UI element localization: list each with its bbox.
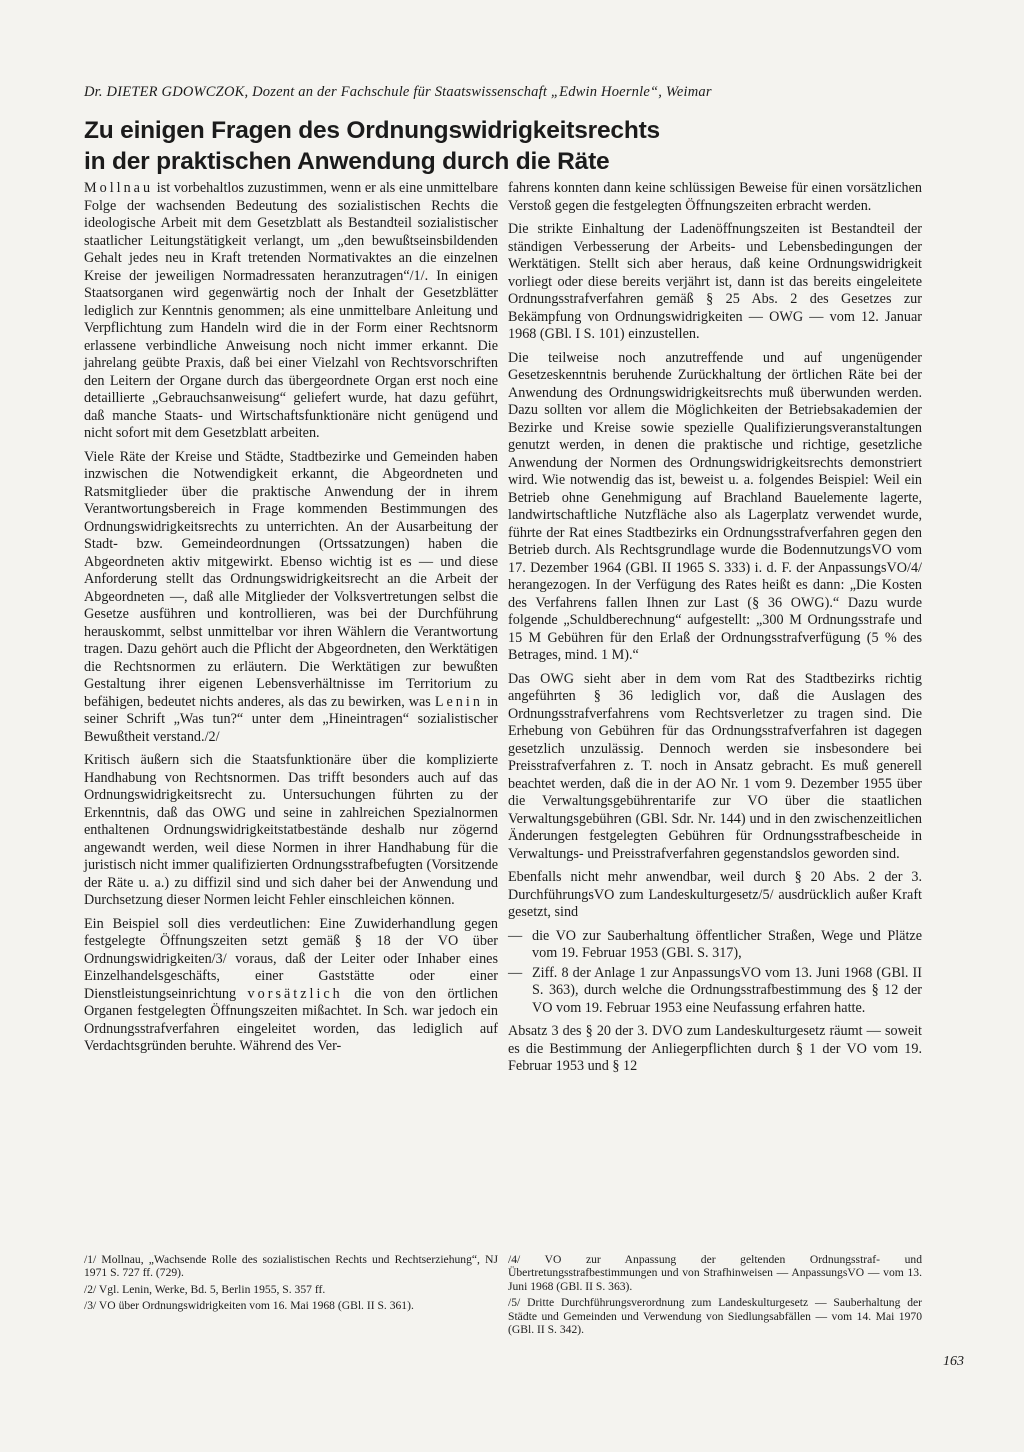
paragraph: [84, 916, 498, 1056]
paragraph: Kritisch äußern sich die Staatsfunktionäre über die komplizierte Handhabung von Rechtsnormen. Das trifft besonders auch auf das Ordnungswidrigkeitsrecht zu. Untersuchungen führten zu der Erkenntnis, daß das OWG und seine in zahlreichen Spezialnormen enthaltenen Ordnungswidrigkeitstatbestände deshalb nur zögernd angewandt werden, weil diese Normen in ihrer Handhabung für die juristisch nicht immer qualifizierten Ordnungsstrafbefugten (Vorsitzende der Räte u. a.) zu diffizil sind und sich daher bei der Anwendung und Durchsetzung dieser Normen leicht Fehler einschleichen können.: [84, 752, 498, 908]
paragraph: Ebenfalls nicht mehr anwendbar, weil durch § 20 Abs. 2 der 3. DurchführungsVO zum Landeskulturgesetz/5/ ausdrücklich außer Kraft gesetzt, sind: [508, 869, 922, 920]
paragraph-text: die von den örtlichen Organen festgelegten Öffnungszeiten mißachtet. In Sch. war jedoch ein Ordnungsstrafverfahren eingeleitet worden, das lediglich auf Verdachtsgründen beruhte. Während des Ver-: [84, 985, 498, 1054]
list-item: — Ziff. 8 der Anlage 1 zur AnpassungsVO vom 13. Juni 1968 (GBl. II S. 363), durch welche die Ordnungsstrafbestimmung des § 12 der VO vom 19. Februar 1953 eine Neufassung erfahren hatte.: [508, 965, 922, 1018]
article-title: [84, 115, 964, 177]
paragraph-text: Ein Beispiel soll dies verdeutlichen: Eine Zuwiderhandlung gegen festgelegte Öffnungszeiten setzt gemäß § 18 der VO über Ordnungswidrigkeiten/3/ voraus, daß der Leiter oder Inhaber eines Einzelhandelsgeschäfts, einer Gaststätte oder einer Dienstleistungseinrichtung: [84, 915, 498, 1002]
footnote: /2/ Vgl. Lenin, Werke, Bd. 5, Berlin 1955, S. 357 ff.: [84, 1282, 326, 1296]
paragraph-text: Viele Räte der Kreise und Städte, Stadtbezirke und Gemeinden haben inzwischen die Notwendigkeit erkannt, die Abgeordneten und Ratsmitglieder über die praktische Anwendung der in ihrem Verantwortungsbereich in Frage kommenden Bestimmungen des Ordnungswidrigkeitsrechts zu unterrichten. An der Ausarbeitung der Stadt- bzw. Gemeindeordnungen (Ortssatzungen) haben die Abgeordneten aktiv mitgewirkt. Ebenso wichtig ist es — und diese Anforderung stellt das Ordnungswidrigkeitsrecht an die Arbeit der Abgeordneten —, daß alle Mitglieder der Volksvertretungen selbst die Gesetze ausführen und kontrollieren, was bei der Durchführung herauskommt, selbst unmittelbar vor ihren Wählern die Verantwortung tragen. Dazu gehört auch die Pflicht der Abgeordneten, den Werktätigen die Rechtsnormen zu erläutern. Die Werktätigen zur bewußten Gestaltung ihrer eigenen Lebensverhältnisse im Territorium zu befähigen, bedeutet nichts anderes, als das zu bewirken, was: [84, 448, 498, 710]
dash-list: [508, 928, 922, 1018]
paragraph: Die teilweise noch anzutreffende und auf ungenügender Gesetzeskenntnis beruhende Zurückhaltung der örtlichen Räte bei der Anwendung des Ordnungswidrigkeitsrechts muß überwunden werden. Dazu sollten vor allem die Möglichkeiten der Betriebsakademien der Bezirke und Kreise sowie spezielle Qualifizierungsveranstaltungen genutzt werden, in denen die praktische und richtige, gesetzliche Anwendung der Normen des Ordnungswidrigkeitsrechts demonstriert wird. Wie notwendig das ist, beweist u. a. folgendes Beispiel: Weil ein Betrieb ohne Genehmigung auf Brachland Bauelemente lagerte, landwirtschaftliche Nutzfläche also als Lagerplatz verwendet wurde, führte der Rat eines Stadtbezirks ein Ordnungsstrafverfahren gegen den Betrieb durch. Als Rechtsgrundlage wurde die BodennutzungsVO vom 17. Dezember 1964 (GBl. II 1965 S. 333) i. d. F. der AnpassungsVO/4/ herangezogen. In der Verfügung des Rates heißt es dann: „Die Kosten des Verfahrens fallen Ihnen zur Last (§ 36 OWG).“ Dazu wurde folgende „Schuldberechnung“ aufgestellt: „300 M Ordnungsstrafe und 15 M Gebühren für den Erlaß der Ordnungsstrafverfügung (5 % des Betrages, mind. 1 M).“: [508, 349, 922, 663]
author-name: Mollnau: [84, 180, 154, 196]
footnote: /5/ Dritte Durchführungsverordnung zum Landeskulturgesetz — Sauberhaltung der Städte und Gemeinden und Verwendung von Siedlungsabfällen — vom 14. Mai 1970 (GBl. II S. 342).: [508, 1296, 922, 1337]
paragraph: [84, 449, 498, 747]
paragraph-text: ist vorbehaltlos zuzustimmen, wenn er als eine unmittelbare Folge der wachsenden Bedeutung des sozialistischen Rechts die ideologische Arbeit mit dem Gesetzblatt als Bestandteil sozialistischer staatlicher Leitungstätigkeit verlangt, um „den bewußtseinsbildenden Gehalt jedes neu in Kraft tretenden Normativaktes an die einzelnen Kreise der jeweiligen Normadressaten heranzutragen“/1/. In einigen Staatsorganen wird gegenwärtig noch der Inhalt der Gesetzblätter lediglich zur Kenntnis genommen; als eine unmittelbare Anleitung und Verpflichtung zum Handeln wird die in der Form einer Rechtsnorm erlassene verbindliche Anweisung noch nicht immer erkannt. Die jahrelang geübte Praxis, daß bei einer Vielzahl von Rechtsvorschriften den Leitern der Organe durch das übergeordnete Organ erst noch eine detaillierte „Gebrauchsanweisung“ geliefert wurde, hat dazu geführt, daß manche Staats- und Wirtschaftsfunktionäre nicht genügend und nicht sofort mit dem Gesetzblatt arbeiten.: [84, 180, 498, 441]
title-line-1: Zu einigen Fragen des Ordnungswidrigkeitsrechts: [84, 117, 660, 144]
emphasized-word: vorsätzlich: [247, 985, 343, 1002]
paragraph: [84, 180, 498, 443]
right-column: [508, 180, 922, 1082]
page-number: 163: [943, 1354, 964, 1369]
paragraph: Das OWG sieht aber in dem vom Rat des Stadtbezirks richtig angeführten § 36 lediglich vor, daß die Auslagen des Ordnungsstrafverfahrens vom Rechtsverletzer zu tragen sind. Die Erhebung von Gebühren für das Ordnungsstrafverfahren ist dagegen gesetzlich unzulässig. Dennoch werden sie insbesondere bei Preisstrafverfahren z. T. noch in Ansatz gebracht. Es muß generell beachtet werden, daß die in der AO Nr. 1 vom 9. Dezember 1955 über die Verwaltungsgebührentarife zur VO über die staatlichen Verwaltungsgebühren (GBl. Sdr. Nr. 144) und in den zwischenzeitlichen Änderungen festgelegten Gebühren für Ordnungsstrafbescheide in Verwaltungs- und Preisstrafverfahren gegenstandslos geworden sind.: [508, 670, 922, 862]
paragraph: fahrens konnten dann keine schlüssigen Beweise für einen vorsätzlichen Verstoß gegen die festgelegten Öffnungszeiten erbracht werden.: [508, 180, 922, 214]
paragraph-text: in seiner Schrift „Was tun?“ unter dem „Hineintragen“ sozialistischer Bewußtheit verstand./2/: [84, 693, 498, 745]
footnotes-right: [508, 1253, 922, 1339]
footnotes-left: [84, 1253, 498, 1316]
paragraph: Die strikte Einhaltung der Ladenöffnungszeiten ist Bestandteil der ständigen Verbesserung der Arbeits- und Lebensbedingungen der Werktätigen. Stellt sich aber heraus, daß keine Ordnungswidrigkeit vorliegt oder diese bereits verjährt ist, dann ist das bereits eingeleitete Ordnungsstrafverfahren gemäß § 25 Abs. 2 des Gesetzes zur Bekämpfung von Ordnungswidrigkeiten — OWG — vom 12. Januar 1968 (GBl. I S. 101) einzustellen.: [508, 221, 922, 342]
footnote: /3/ VO über Ordnungswidrigkeiten vom 16. Mai 1968 (GBl. II S. 361).: [84, 1299, 414, 1313]
list-item: — die VO zur Sauberhaltung öffentlicher Straßen, Wege und Plätze vom 19. Februar 1953 (GBl. S. 317),: [508, 928, 922, 963]
title-line-2: in der praktischen Anwendung durch die Räte: [84, 148, 610, 175]
left-column: [84, 180, 498, 1062]
author-name: Lenin: [434, 693, 483, 710]
paragraph: Absatz 3 des § 20 der 3. DVO zum Landeskulturgesetz räumt — soweit es die Bestimmung der Anliegerpflichten durch § 1 der VO vom 19. Februar 1953 und § 12: [508, 1023, 922, 1074]
author-byline: Dr. DIETER GDOWCZOK, Dozent an der Fachschule für Staatswissenschaft „Edwin Hoernle“, Weimar: [84, 84, 712, 100]
footnote: /1/ Mollnau, „Wachsende Rolle des sozialistischen Rechts und Rechtserziehung“, NJ 1971 S. 727 ff. (729).: [84, 1253, 498, 1280]
footnote: /4/ VO zur Anpassung der geltenden Ordnungsstraf- und Übertretungsstrafbestimmungen und von Strafhinweisen — AnpassungsVO — vom 13. Juni 1968 (GBl. II S. 363).: [508, 1253, 922, 1293]
